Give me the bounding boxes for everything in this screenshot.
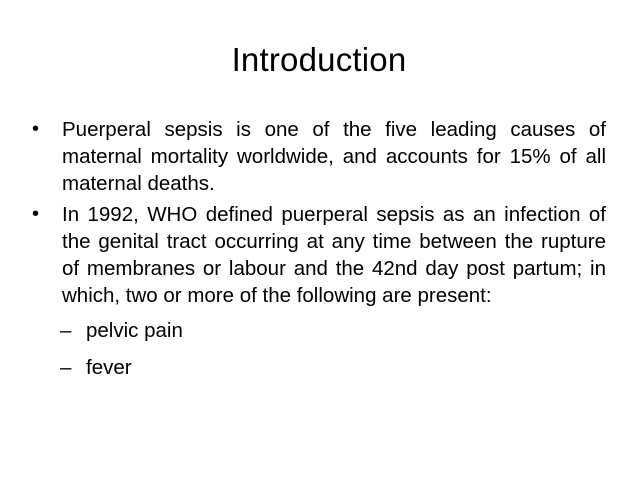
bullet-text: Puerperal sepsis is one of the five leading causes of maternal mortality worldwide, and accounts for 15% of all maternal deaths.	[62, 118, 606, 195]
bullet-item-1	[32, 116, 606, 197]
sub-bullet-text: fever	[86, 356, 132, 379]
sub-bullet-list	[62, 317, 606, 381]
bullet-list	[32, 116, 606, 391]
bullet-text: In 1992, WHO defined puerperal sepsis as an infection of the genital tract occurring at any time between the rupture of membranes or labour and the 42nd day post partum; in which, two or more of the following are present:	[62, 203, 606, 307]
bullet-item-2	[32, 201, 606, 381]
bullet-marker: •	[32, 118, 40, 140]
slide-title: Introduction	[231, 41, 407, 78]
sub-bullet-text: pelvic pain	[86, 319, 183, 342]
dash-marker: –	[60, 356, 72, 379]
bullet-marker: •	[32, 203, 40, 225]
sub-bullet-item-fever	[60, 354, 606, 381]
dash-marker: –	[60, 319, 72, 342]
sub-bullet-item-pelvic-pain	[60, 317, 606, 344]
